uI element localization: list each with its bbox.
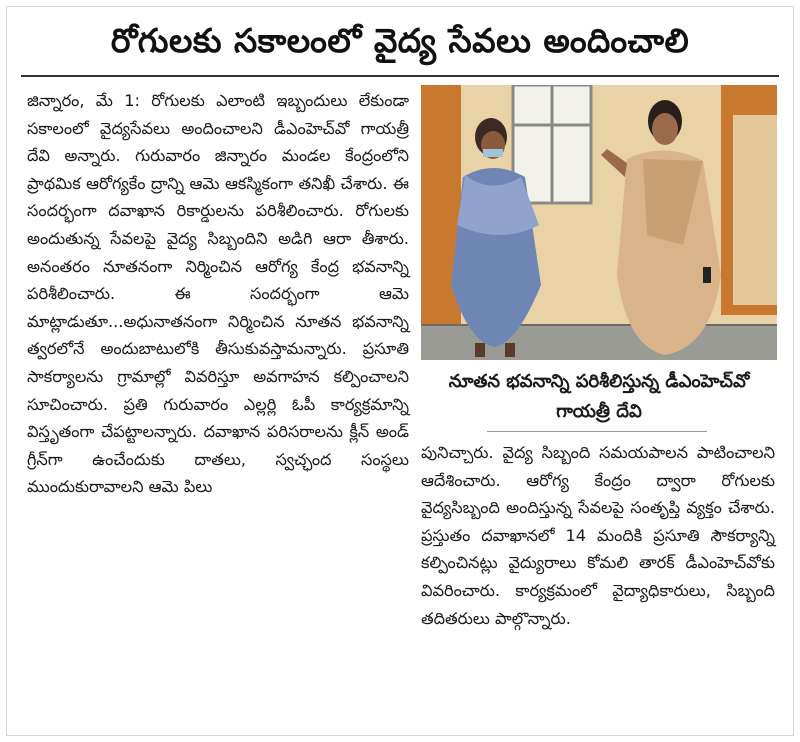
headline: రోగులకు సకాలంలో వైద్య సేవలు అందించాలి: [110, 21, 690, 60]
article-column-right: [421, 439, 775, 632]
article-body-right: పునిచ్చారు. వైద్య సిబ్బంది సమయపాలన పాటించాలని ఆదేశించారు. ఆరోగ్య కేంద్రం ద్వారా రోగులకు వైద్యసిబ్బంది అందిస్తున్న సేవలపై సంతృప్తి వ్యక్తం చేశారు. ప్రస్తుతం దవాఖానలో 14 మందికి ప్రసూతి సౌకర్యాన్ని కల్పించినట్లు వైద్యురాలు కోమలి తారక్ డీఎంహెచ్‌వోకు వివరించారు. కార్యక్రమంలో వైద్యాధికారులు, సిబ్బంది తదితరులు పాల్గొన్నారు.: [421, 443, 775, 628]
article-body-left: జిన్నారం, మే 1: రోగులకు ఎలాంటి ఇబ్బందులు లేకుండా సకాలంలో వైద్యసేవలు అందించాలని డీఎంహెచ్‌వో గాయత్రీ దేవి అన్నారు. గురువారం జిన్నారం మండల కేంద్రంలోని ప్రాథమిక ఆరోగ్యకేం ద్రాన్ని ఆమె ఆకస్మికంగా తనిఖీ చేశారు. ఈ సందర్భంగా దవాఖాన రికార్డులను పరిశీలించారు. రోగులకు అందుతున్న సేవలపై వైద్య సిబ్బందిని అడిగి ఆరా తీశారు. అనంతరం నూతనంగా నిర్మించిన ఆరోగ్య కేంద్ర భవనాన్ని పరిశీలించారు. ఈ సందర్భంగా ఆమె మాట్లాడుతూ...అధునాతనంగా నిర్మించిన నూతన భవనాన్ని త్వరలోనే అందుబాటులోకి తీసుకువస్తామన్నారు. ప్రసూతి సాకర్యాలను గ్రామాల్లో వివరిస్తూ అవగాహన కల్పించాలని సూచించారు. ప్రతి గురువారం ఎల్లర్లి ఓపీ కార్యక్రమాన్ని విస్తృతంగా చేపట్టాలన్నారు. దవాఖాన పరిసరాలను క్లీన్ అండ్ గ్రీన్‌గా ఉంచేందుకు దాతలు, స్వచ్ఛంద సంస్థలు ముందుకురావాలని ఆమె పిలు: [27, 91, 409, 497]
news-photo: [421, 85, 777, 360]
caption-rule: [487, 431, 707, 432]
headline-rule: [21, 75, 779, 77]
newspaper-clipping: [6, 6, 794, 736]
photo-illustration: [421, 85, 777, 360]
photo-caption: నూతన భవనాన్ని పరిశీలిస్తున్న డీఎంహెచ్‌వో గాయత్రీ దేవి: [448, 371, 750, 422]
article-column-left: [27, 87, 409, 501]
